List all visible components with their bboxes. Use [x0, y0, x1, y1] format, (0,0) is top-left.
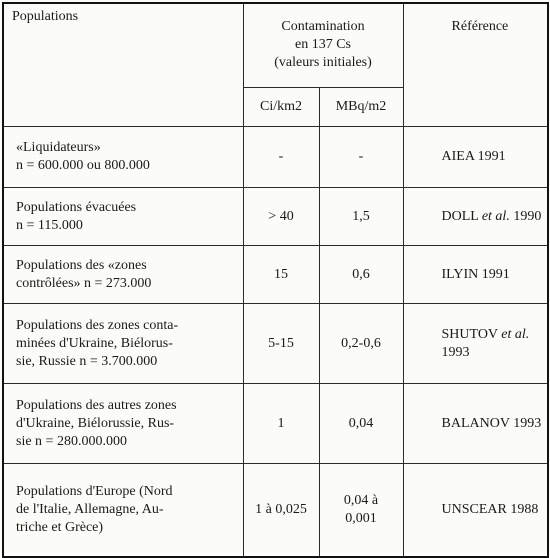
- population-cell: [3, 304, 243, 384]
- reference-cell: [403, 384, 548, 464]
- population-line: d'Ukraine, Biélorussie, Rus-: [16, 415, 175, 431]
- mbq-value: [319, 464, 403, 557]
- mbq-value: [319, 127, 403, 188]
- ci-value: [243, 304, 319, 384]
- population-line: sie n = 280.000.000: [16, 433, 127, 449]
- population-line: n = 115.000: [16, 217, 83, 233]
- header-reference: Référence: [403, 3, 548, 127]
- reference-author: BALANOV 1993: [441, 415, 542, 431]
- table-row: [3, 246, 548, 304]
- mbq-value-text: 0,04 à: [343, 492, 379, 508]
- table-row: [3, 304, 548, 384]
- population-cell: [3, 464, 243, 557]
- mbq-value: [319, 384, 403, 464]
- population-line: de l'Italie, Allemagne, Au-: [16, 501, 164, 517]
- reference-author: AIEA 1991: [441, 149, 506, 164]
- reference-cell: [403, 304, 548, 384]
- population-line: Populations des «zones: [16, 257, 147, 273]
- ci-value-text: 15: [274, 266, 288, 282]
- population-cell: [3, 384, 243, 464]
- mbq-value: [319, 304, 403, 384]
- table-row: [3, 127, 548, 188]
- population-line: contrôlées» n = 273.000: [16, 275, 152, 291]
- reference-year: 1993: [441, 344, 470, 360]
- population-line: sie, Russie n = 3.700.000: [16, 353, 158, 369]
- header-contamination-line: (valeurs initiales): [274, 55, 372, 70]
- mbq-value-text: 0,001: [345, 510, 377, 526]
- population-line: Populations des autres zones: [16, 397, 177, 413]
- mbq-value-text: 0,2-0,6: [341, 335, 381, 351]
- mbq-value-text: 0,6: [352, 266, 370, 282]
- ci-value: [243, 246, 319, 304]
- header-contamination: [243, 3, 403, 88]
- reference-author: UNSCEAR 1988: [441, 501, 539, 517]
- mbq-value-text: 0,04: [348, 415, 374, 431]
- population-cell: [3, 246, 243, 304]
- population-cell: [3, 188, 243, 246]
- reference-cell: [403, 127, 548, 188]
- reference-author: ILYIN 1991: [441, 266, 510, 282]
- ci-value: [243, 188, 319, 246]
- reference-et-al: et al.: [501, 326, 530, 342]
- header-contamination-line: en 137 Cs: [295, 37, 351, 52]
- population-line: n = 600.000 ou 800.000: [16, 158, 150, 173]
- header-populations: Populations: [3, 3, 243, 127]
- ci-value: [243, 384, 319, 464]
- ci-value: [243, 127, 319, 188]
- population-cell: [3, 127, 243, 188]
- reference-cell: [403, 246, 548, 304]
- unit-mbq-m2: MBq/m2: [319, 88, 403, 127]
- ci-value-text: 1 à 0,025: [255, 501, 307, 517]
- table-row: [3, 188, 548, 246]
- mbq-value-text: -: [358, 149, 364, 164]
- header-row: [3, 3, 548, 88]
- reference-year: 1990: [513, 208, 542, 224]
- reference-cell: [403, 188, 548, 246]
- reference-cell: [403, 464, 548, 557]
- ci-value-text: -: [278, 149, 284, 164]
- reference-et-al: et al.: [481, 208, 510, 224]
- ci-value-text: 1: [277, 415, 285, 431]
- population-line: triche et Grèce): [16, 519, 104, 535]
- ci-value-text: 5-15: [268, 335, 294, 351]
- population-line: Populations évacuées: [16, 199, 137, 215]
- contamination-table: [2, 2, 549, 558]
- ci-value: [243, 464, 319, 557]
- population-line: minées d'Ukraine, Biélorus-: [16, 335, 173, 351]
- table-row: [3, 384, 548, 464]
- mbq-value: [319, 246, 403, 304]
- ci-value-text: > 40: [268, 208, 294, 224]
- population-line: «Liquidateurs»: [16, 140, 101, 155]
- mbq-value: [319, 188, 403, 246]
- reference-author: SHUTOV: [441, 326, 498, 342]
- mbq-value-text: 1,5: [352, 208, 370, 224]
- header-contamination-line: Contamination: [281, 19, 365, 34]
- table-row: [3, 464, 548, 557]
- unit-ci-km2: Ci/km2: [243, 88, 319, 127]
- reference-author: DOLL: [441, 208, 479, 224]
- population-line: Populations des zones conta-: [16, 317, 179, 333]
- population-line: Populations d'Europe (Nord: [16, 483, 173, 499]
